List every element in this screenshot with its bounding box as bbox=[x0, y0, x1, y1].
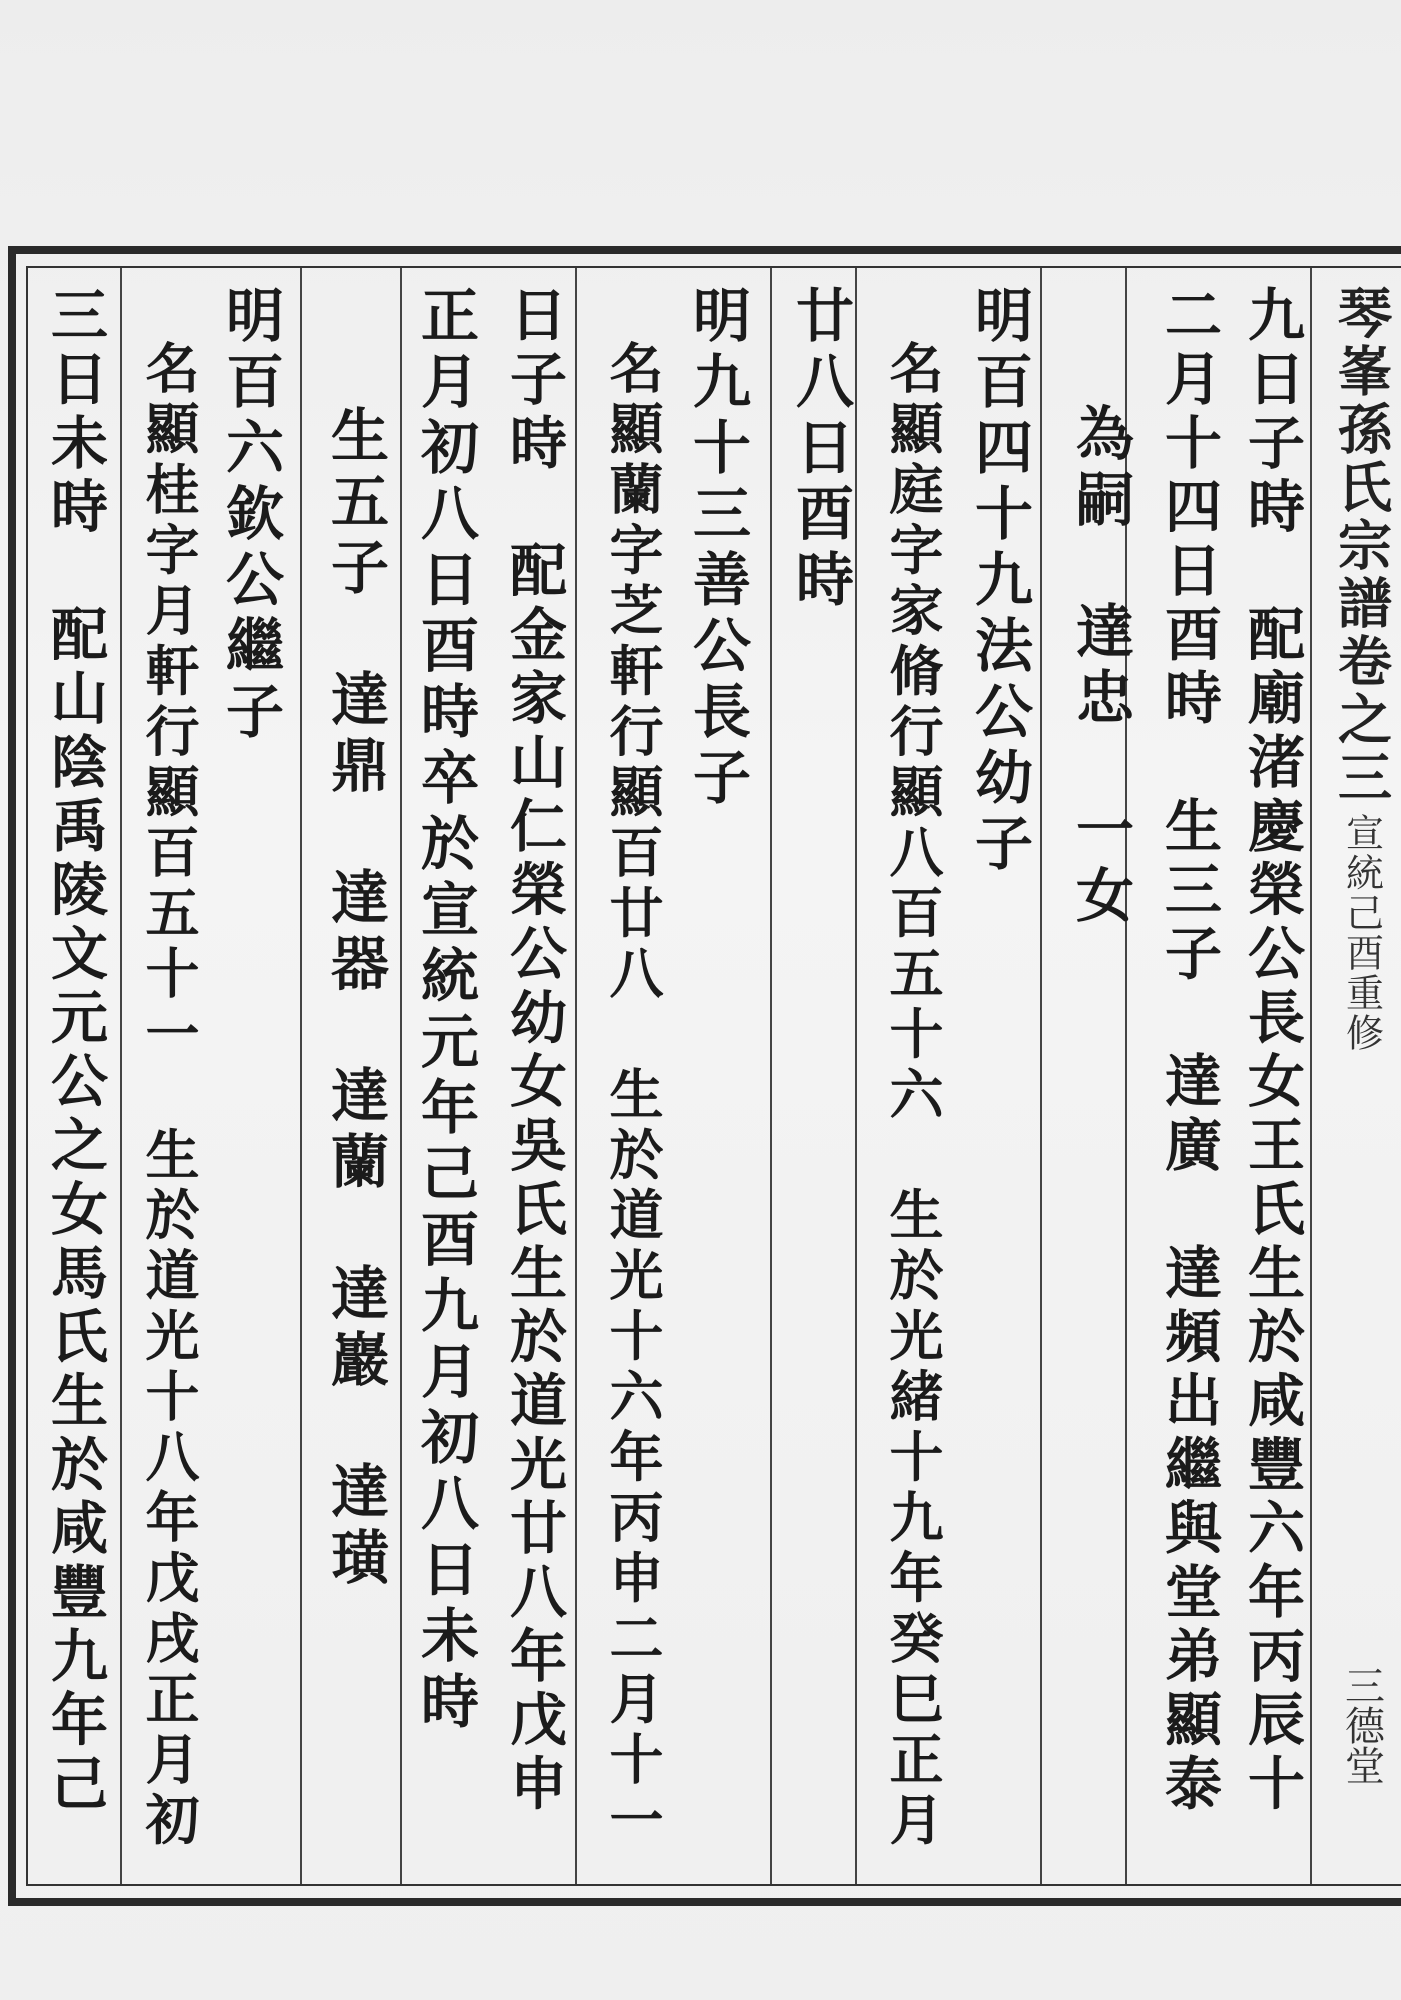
column-text: 明百四十九法公幼子 bbox=[965, 285, 1033, 879]
text-column-13 bbox=[132, 285, 206, 1875]
column-text: 名顯庭字家脩行顯八百五十六 生於光緒十九年癸巳正月 bbox=[881, 340, 945, 1852]
column-text: 廿八日酉時 bbox=[786, 285, 854, 615]
column-rule bbox=[400, 268, 402, 1884]
text-column-5 bbox=[876, 285, 950, 1875]
column-text: 日子時 配金家山仁榮公幼女吳氏生於道光廿八年戊申 bbox=[500, 285, 568, 1818]
text-column-3 bbox=[1063, 285, 1137, 1875]
column-text: 明百六欽公繼子 bbox=[216, 285, 284, 747]
folio-label: 三德堂 bbox=[1338, 1665, 1385, 1785]
text-column-12 bbox=[213, 285, 287, 1875]
text-column-9 bbox=[497, 285, 571, 1875]
column-text: 名顯桂字月軒行顯百五十一 生於道光十八年戊戌正月初 bbox=[137, 340, 201, 1852]
column-rule bbox=[770, 268, 772, 1884]
volume-label: 卷之三 bbox=[1329, 633, 1394, 807]
edition-label: 宣統己酉重修 bbox=[1339, 813, 1384, 1053]
text-column-11 bbox=[318, 285, 392, 1875]
column-rule bbox=[575, 268, 577, 1884]
column-rule bbox=[1040, 268, 1042, 1884]
column-rule bbox=[120, 268, 122, 1884]
header-column bbox=[1322, 285, 1401, 1875]
text-column-14 bbox=[38, 285, 112, 1875]
column-text: 二月十四日酉時 生三子 達廣 達頻出繼與堂弟顯泰 bbox=[1155, 285, 1223, 1818]
column-rule bbox=[300, 268, 302, 1884]
text-column-10 bbox=[408, 285, 482, 1875]
text-column-6 bbox=[783, 285, 857, 1875]
text-column-8 bbox=[596, 285, 670, 1875]
column-rule bbox=[1310, 268, 1312, 1884]
column-text: 為嗣 達忠 一女 bbox=[1066, 403, 1134, 931]
column-text: 九日子時 配廟渚慶榮公長女王氏生於咸豐六年丙辰十 bbox=[1238, 285, 1306, 1818]
genealogy-title: 琴峯孫氏宗譜 bbox=[1329, 285, 1394, 633]
text-column-1 bbox=[1235, 285, 1309, 1875]
column-text: 三日未時 配山陰禹陵文元公之女馬氏生於咸豐九年己 bbox=[41, 285, 109, 1818]
column-text: 正月初八日酉時卒於宣統元年己酉九月初八日未時 bbox=[411, 285, 479, 1737]
text-column-4 bbox=[962, 285, 1036, 1875]
column-text: 名顯蘭字芝軒行顯百廿八 生於道光十六年丙申二月十一 bbox=[601, 340, 665, 1852]
column-text: 明九十三善公長子 bbox=[683, 285, 751, 813]
text-column-2 bbox=[1152, 285, 1226, 1875]
column-text: 生五子 達鼎 達器 達蘭 達巖 達璜 bbox=[321, 405, 389, 1593]
text-column-7 bbox=[680, 285, 754, 1875]
